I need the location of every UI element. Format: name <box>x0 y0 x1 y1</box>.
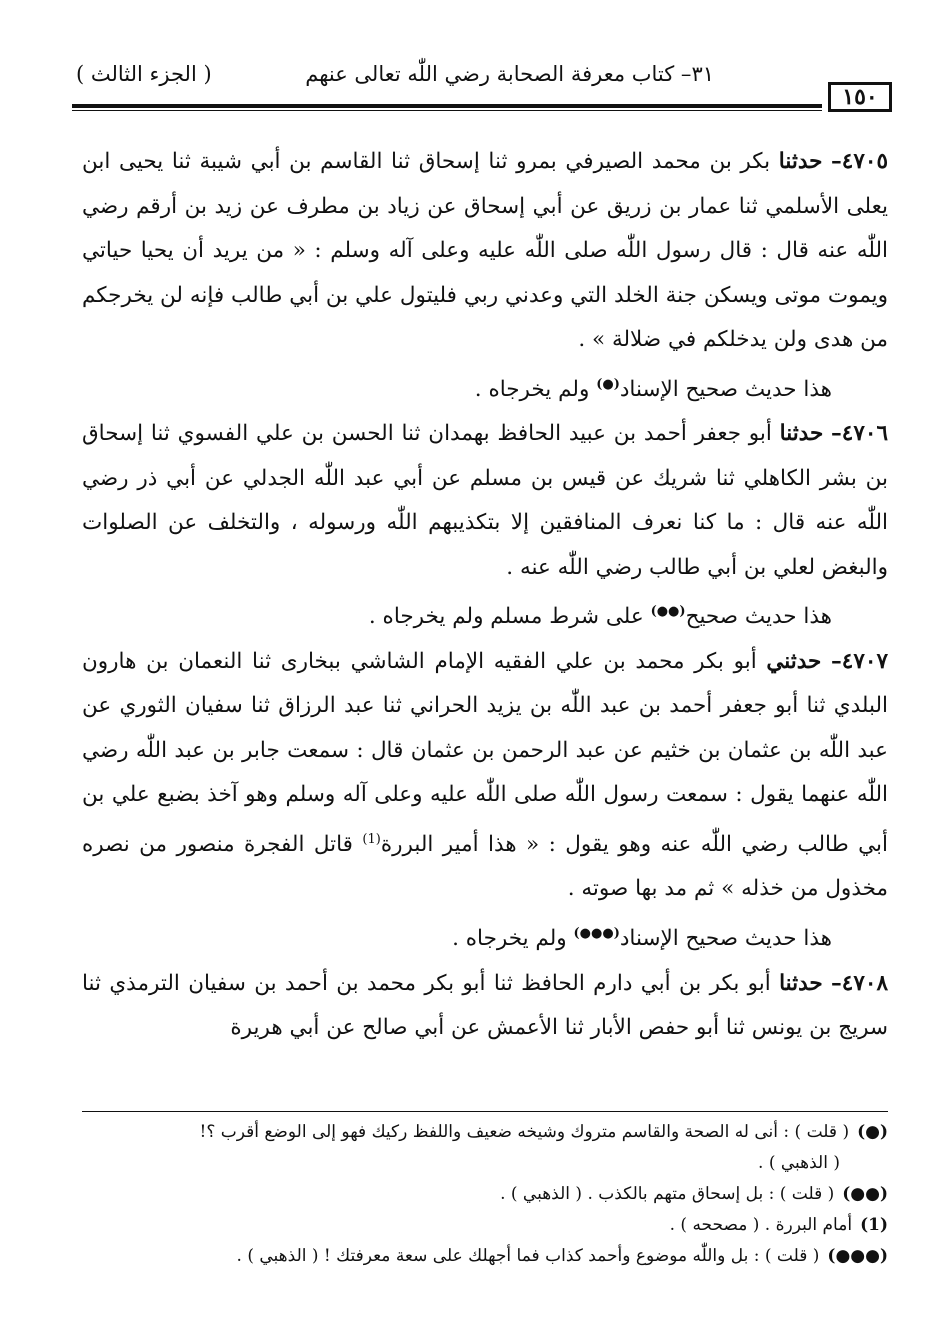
hadith-number: ٤٧٠٦– <box>831 421 888 447</box>
footnote-ref: (1) <box>362 831 381 847</box>
footnote-text: أمام البررة . ( مصححه ) . <box>669 1215 853 1235</box>
footnote-continuation: ( الذهبي ) . <box>758 1153 840 1173</box>
hadith-text <box>82 640 888 912</box>
footnote-ref: (●) <box>596 376 620 392</box>
footnote-item <box>82 1117 888 1148</box>
footnote-marker: (●●) <box>842 1184 888 1204</box>
hadith-opening: حدثنا <box>779 421 824 447</box>
hadith-body: أبو بكر بن أبي دارم الحافظ ثنا أبو بكر محمد بن أحمد بن سفيان الترمذي ثنا سريج بن يونس ثنا أبو حفص الأبار ثنا الأعمش عن أبي صالح عن أبي هريرة <box>82 970 888 1041</box>
header-rule <box>72 104 822 108</box>
header-rule-thin <box>72 110 822 111</box>
hadith-4707 <box>82 640 888 962</box>
footnote-text: ( قلت ) : بل واللّٰه موضوع وأحمد كذاب فما أجهلك على سعة معرفتك ! ( الذهبي ) . <box>236 1246 820 1266</box>
hadith-opening: حدثني <box>766 648 822 674</box>
page-number: ١٥٠ <box>828 82 892 112</box>
grade-text: هذا حديث صحيح الإسناد <box>619 376 832 402</box>
hadith-text <box>82 412 888 590</box>
running-title: ٣١– كتاب معرفة الصحابة رضي اللّٰه تعالى عنهم <box>305 62 714 86</box>
hadith-grade <box>82 590 888 640</box>
hadith-grade <box>82 363 888 413</box>
grade-text-end: ولم يخرجاه . <box>474 376 597 402</box>
hadith-4705 <box>82 140 888 412</box>
page-header <box>72 58 892 118</box>
hadith-body: بكر بن محمد الصيرفي بمرو ثنا إسحاق ثنا القاسم بن أبي شيبة ثنا يحيى ابن يعلى الأسلمي ثنا عمار بن زريق عن أبي إسحاق عن زياد بن مطرف عن زيد بن أرقم رضي اللّٰه عنه قال : قال رسول اللّٰه صلى اللّٰه عليه وعلى آله وسلم : « من يريد أن يحيا حياتي ويموت موتى ويسكن جنة الخلد التي وعدني ربي فليتول علي بن أبي طالب فإنه لن يخرجكم من هدى ولن يدخلكم في ضلالة » . <box>82 149 888 352</box>
grade-text: هذا حديث صحيح الإسناد <box>619 926 832 952</box>
hadith-number: ٤٧٠٨– <box>831 970 888 996</box>
hadith-4706 <box>82 412 888 640</box>
grade-text-end: ولم يخرجاه . <box>452 926 574 952</box>
footnote-item <box>82 1241 888 1272</box>
footnote-rule <box>82 1111 888 1112</box>
footnote-marker: (1) <box>860 1215 888 1235</box>
hadith-body: أبو جعفر أحمد بن عبيد الحافظ بهمدان ثنا الحسن بن علي الفسوي ثنا إسحاق بن بشر الكاهلي ثنا شريك عن قيس بن مسلم عن أبي عبد اللّٰه الجدلي عن أبي ذر رضي اللّٰه عنه قال : ما كنا نعرف المنافقين إلا بتكذيبهم اللّٰه ورسوله ، والتخلف عن الصلوات والبغض لعلي بن أبي طالب رضي اللّٰه عنه . <box>82 421 888 580</box>
footnote-marker: (●●●) <box>827 1246 888 1266</box>
footnote-ref: (●●●) <box>573 925 620 941</box>
hadith-body-end: قاتل الفجرة منصور من نصره مخذول من خذله » ثم مد بها صوته . <box>82 831 888 902</box>
hadith-text <box>82 140 888 363</box>
hadith-opening: حدثنا <box>779 970 823 996</box>
hadith-4708 <box>82 962 888 1051</box>
footnote-list <box>82 1117 888 1272</box>
footnote-text: ( قلت ) : أنى له الصحة والقاسم متروك وشيخه ضعيف واللفظ ركيك فهو إلى الوضع أقرب ؟! <box>199 1122 850 1142</box>
hadith-text <box>82 962 888 1051</box>
footnote-marker: (●) <box>857 1122 888 1142</box>
hadith-number: ٤٧٠٥– <box>831 149 888 174</box>
footnote-ref: (●●) <box>650 604 686 620</box>
hadith-grade <box>82 912 888 962</box>
volume-label: ( الجزء الثالث ) <box>76 62 212 86</box>
footnote-item <box>82 1179 888 1210</box>
hadith-number: ٤٧٠٧– <box>831 648 888 674</box>
footnote-text: ( قلت ) : بل إسحاق متهم بالكذب . ( الذهبي ) . <box>500 1184 835 1204</box>
grade-text: هذا حديث صحيح <box>685 604 832 630</box>
main-text <box>82 140 888 1051</box>
grade-text-end: على شرط مسلم ولم يخرجاه . <box>368 604 651 630</box>
footnote-item <box>82 1210 888 1241</box>
hadith-body: أبو بكر محمد بن علي الفقيه الإمام الشاشي ببخارى ثنا النعمان بن هارون البلدي ثنا أبو جعفر أحمد بن عبد اللّٰه بن يزيد الحراني ثنا عبد الرزاق ثنا سفيان الثوري عن عبد اللّٰه بن عثمان بن خثيم عن عبد الرحمن بن عثمان قال : سمعت جابر بن عبد اللّٰه رضي اللّٰه عنهما يقول : سمعت رسول اللّٰه صلى اللّٰه عليه وعلى آله وسلم وهو آخذ بضبع علي بن أبي طالب رضي اللّٰه عنه وهو يقول : « هذا أمير البررة <box>82 648 888 857</box>
hadith-opening: حدثنا <box>778 149 823 174</box>
